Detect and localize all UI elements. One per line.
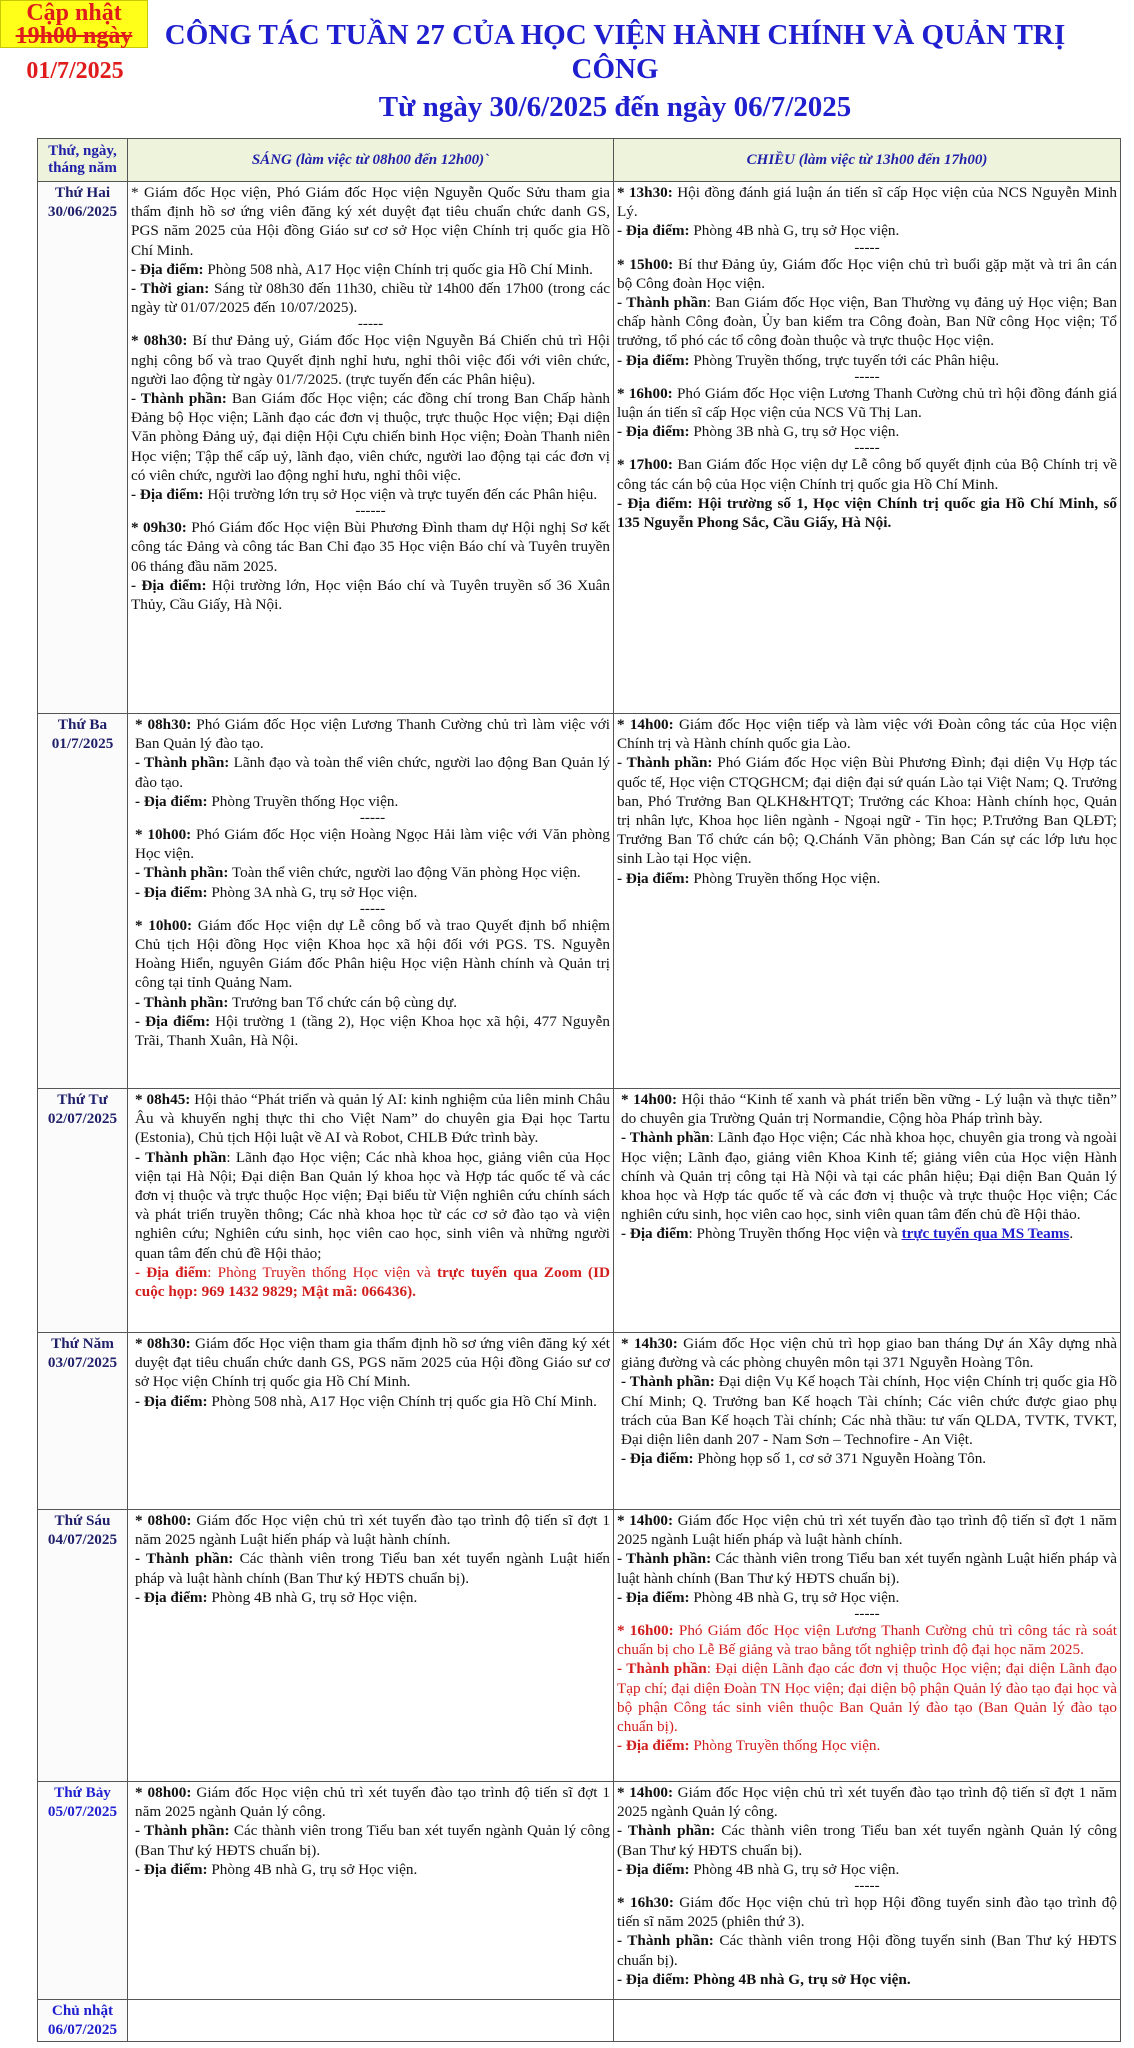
event-place: - Địa điểm: Phòng Truyền thống Học viện và trực tuyến qua Zoom (ID cuộc họp: 969 1432 9829; Mật mã: 066436). <box>135 1263 610 1301</box>
event-place: - Địa điểm: Phòng Truyền thống Học viện và trực tuyến qua MS Teams. <box>621 1225 1074 1243</box>
afternoon-cell <box>614 2000 1121 2042</box>
event-participants: - Thành phần: Đại diện Lãnh đạo các đơn vị thuộc Học viện; đại diện Lãnh đạo Tạp chí; đại diện Đoàn TN Học viện; đại diện bộ phận Quản lý đào tạo đại học và bộ phận Công tác sinh viên thuộc Ban Quản lý đào tạo (Ban Quản lý đào tạo chuẩn bị). <box>617 1660 1118 1736</box>
afternoon-cell <box>614 1089 1121 1333</box>
page-subtitle: Từ ngày 30/6/2025 đến ngày 06/7/2025 <box>378 91 852 123</box>
event-place: - Địa điểm: Phòng 4B nhà G, trụ sở Học viện. <box>617 222 900 240</box>
event-place: - Địa điểm: Phòng 3A nhà G, trụ sở Học viện. <box>135 883 418 901</box>
event-place: - Địa điểm: Phòng 4B nhà G, trụ sở Học viện. <box>617 1970 911 1988</box>
event-place: - Địa điểm: Phòng 4B nhà G, trụ sở Học viện. <box>617 1860 900 1878</box>
event-text: * 14h00: Giám đốc Học viện tiếp và làm việc với Đoàn công tác của Học viện Chính trị và Hành chính quốc gia Lào. <box>617 716 1117 753</box>
column-header-afternoon: CHIỀU (làm việc từ 13h00 đến 17h00) <box>614 139 1121 182</box>
event-text: * 10h00: Phó Giám đốc Học viện Hoàng Ngọc Hải làm việc với Văn phòng Học viện. <box>135 826 610 863</box>
table-row <box>38 1782 1121 2000</box>
event-participants: - Thành phần: Các thành viên trong Tiểu ban xét tuyển ngành Luật hiến pháp và luật hành chính (Ban Thư ký HĐTS chuẩn bị). <box>135 1550 610 1587</box>
event-participants: - Thành phần: Ban Giám đốc Học viện; các đồng chí trong Ban Chấp hành Đảng bộ Học viện; Lãnh đạo các đơn vị thuộc, trực thuộc Học viện; Đại diện Văn phòng Đảng uỷ, đại diện Hội Cựu chiến binh Học viện; Đoàn Thanh niên Học viện; Tập thể cấp uỷ, lãnh đạo, viên chức, người lao động tại các đơn vị có viên chức, người lao động nghỉ hưu, nghỉ thôi việc. <box>131 390 611 484</box>
event-text: * 08h00: Giám đốc Học viện chủ trì xét tuyển đào tạo trình độ tiến sĩ đợt 1 năm 2025 ngành Quản lý công. <box>135 1784 610 1821</box>
table-row <box>38 1510 1121 1782</box>
event-place: - Địa điểm: Phòng họp số 1, cơ sở 371 Nguyễn Hoàng Tôn. <box>621 1450 987 1468</box>
day-date: 02/07/2025 <box>47 1110 118 1128</box>
event-place: - Địa điểm: Phòng 508 nhà, A17 Học viện Chính trị quốc gia Hồ Chí Minh. <box>135 1392 597 1410</box>
morning-cell <box>128 1333 614 1510</box>
day-date: 06/07/2025 <box>47 2021 118 2039</box>
event-participants: - Thành phần: Toàn thể viên chức, người lao động Văn phòng Học viện. <box>135 864 581 882</box>
morning-cell <box>128 1089 614 1333</box>
event-text: * 14h00: Hội thảo “Kinh tế xanh và phát triển bền vững - Lý luận và thực tiễn” do chuyên gia Trường Quản trị Normandie, Cộng hòa Pháp trình bày. <box>621 1091 1117 1128</box>
event-text: * 08h30: Phó Giám đốc Học viện Lương Thanh Cường chủ trì làm việc với Ban Quản lý đào tạo. <box>135 716 610 753</box>
page-title: CÔNG TÁC TUẦN 27 CỦA HỌC VIỆN HÀNH CHÍNH VÀ QUẢN TRỊ CÔNG <box>164 19 1066 85</box>
event-text: * Giám đốc Học viện, Phó Giám đốc Học viện Nguyễn Quốc Sửu tham gia thẩm định hồ sơ ứng viên đăng ký xét duyệt đạt tiêu chuẩn chức danh GS, PGS năm 2025 của Hội đồng Giáo sư cơ sở Học viện Chính trị quốc gia Hồ Chí Minh. <box>131 184 610 259</box>
day-date: 01/7/2025 <box>51 735 114 753</box>
separator: ----- <box>854 1605 880 1623</box>
day-name: Thứ Tư <box>57 1091 108 1108</box>
day-name: Thứ Sáu <box>54 1512 111 1529</box>
day-cell <box>38 1333 128 1510</box>
event-place: - Địa điểm: Phòng 3B nhà G, trụ sở Học viện. <box>617 423 900 441</box>
event-place: - Địa điểm: Phòng 4B nhà G, trụ sở Học viện. <box>617 1588 900 1606</box>
update-date: 01/7/2025 <box>26 58 124 84</box>
event-place: - Địa điểm: Phòng Truyền thống Học viện. <box>135 792 399 810</box>
event-text: * 16h30: Giám đốc Học viện chủ trì họp Hội đồng tuyển sinh đào tạo trình độ tiến sĩ năm 2025 (phiên thứ 3). <box>617 1894 1117 1931</box>
day-cell <box>38 1510 128 1782</box>
day-name: Thứ Năm <box>51 1335 114 1352</box>
event-place: - Địa điểm: Phòng 508 nhà, A17 Học viện Chính trị quốc gia Hồ Chí Minh. <box>131 260 593 278</box>
event-text: * 09h30: Phó Giám đốc Học viện Bùi Phương Đình tham dự Hội nghị Sơ kết công tác Đảng và công tác Ban Chỉ đạo 35 Học viện Báo chí và Tuyên truyền 06 tháng đầu năm 2025. <box>131 519 610 575</box>
afternoon-cell <box>614 714 1121 1089</box>
event-text: * 16h00: Phó Giám đốc Học viện Lương Thanh Cường chủ trì hội đồng đánh giá luận án tiến sĩ cấp Học viện của NCS Vũ Thị Lan. <box>617 384 1117 422</box>
event-participants: - Thành phần: Lãnh đạo Học viện; Các nhà khoa học, chuyên gia trong và ngoài Học viện; Lãnh đạo, giảng viên Khoa Kinh tế; giảng viên của Học viện Hành chính và Quản trị công tại Hà Nội và tại các phân hiệu; Đại diện Ban Quản lý khoa học và Hợp tác quốc tế và các đơn vị thuộc và trực thuộc Học viện; Các nghiên cứu sinh, học viên cao học, sinh viên quan tâm đến chủ đề Hội thảo. <box>621 1129 1118 1224</box>
event-participants: - Thành phần: Các thành viên trong Tiểu ban xét tuyển ngành Quản lý công (Ban Thư ký HĐTS chuẩn bị). <box>135 1822 611 1859</box>
day-name: Thứ Ba <box>57 716 108 733</box>
afternoon-cell <box>614 182 1121 714</box>
separator: ----- <box>359 809 386 827</box>
morning-cell <box>128 714 614 1089</box>
separator: ----- <box>357 315 384 333</box>
separator: ----- <box>359 899 386 917</box>
event-time: - Thời gian: Sáng từ 08h30 đến 11h30, chiều từ 14h00 đến 17h00 (trong các ngày từ 01/07/2025 đến 10/07/2025). <box>131 280 610 317</box>
column-header-day: Thứ, ngày, tháng năm <box>38 139 128 182</box>
event-text: * 08h30: Giám đốc Học viện tham gia thẩm định hồ sơ ứng viên đăng ký xét duyệt đạt tiêu chuẩn chức danh GS, PGS năm 2025 của Hội đồng Giáo sư cơ sở Học viện Chính trị quốc gia Hồ Chí Minh. <box>135 1335 610 1391</box>
separator: ----- <box>854 439 880 457</box>
table-row <box>38 1333 1121 1510</box>
morning-cell <box>128 1510 614 1782</box>
day-name: Thứ Hai <box>54 184 111 201</box>
separator: ----- <box>854 238 880 256</box>
column-header-morning: SÁNG (làm việc từ 08h00 đến 12h00)` <box>128 139 614 182</box>
event-place: - Địa điểm: Hội trường số 1, Học viện Chính trị quốc gia Hồ Chí Minh, số 135 Nguyễn Phong Sắc, Cầu Giấy, Hà Nội. <box>617 494 1117 532</box>
event-place: - Địa điểm: Hội trường lớn, Học viện Báo chí và Tuyên truyền số 36 Xuân Thủy, Cầu Giấy, Hà Nội. <box>131 576 610 614</box>
day-name: Thứ Bảy <box>54 1784 111 1801</box>
event-place: - Địa điểm: Phòng Truyền thống Học viện. <box>617 1737 881 1755</box>
day-cell <box>38 2000 128 2042</box>
separator: ------ <box>355 502 386 520</box>
event-participants: - Thành phần: Trưởng ban Tổ chức cán bộ cùng dự. <box>135 993 458 1011</box>
table-row <box>38 182 1121 714</box>
update-label: Cập nhật <box>0 0 148 48</box>
separator: ----- <box>854 367 880 385</box>
separator: ----- <box>854 1877 880 1895</box>
afternoon-cell <box>614 1510 1121 1782</box>
event-text: * 08h45: Hội thảo “Phát triển và quản lý AI: kinh nghiệm của liên minh Châu Âu và khuyến nghị thực thi cho Việt Nam” do chuyên gia Đại học Tartu (Estonia), Chủ tịch Hội luật về AI và Robot, CHLB Đức trình bày. <box>135 1091 610 1147</box>
event-participants: - Thành phần: Các thành viên trong Hội đồng tuyển sinh (Ban Thư ký HĐTS chuẩn bị). <box>617 1932 1117 1969</box>
morning-cell <box>128 182 614 714</box>
event-text: * 14h00: Giám đốc Học viện chủ trì xét tuyển đào tạo trình độ tiến sĩ đợt 1 năm 2025 ngành Quản lý công. <box>617 1784 1117 1821</box>
event-text: * 13h30: Hội đồng đánh giá luận án tiến sĩ cấp Học viện của NCS Nguyễn Minh Lý. <box>617 184 1117 221</box>
afternoon-cell <box>614 1782 1121 2000</box>
table-row <box>38 714 1121 1089</box>
event-text: * 15h00: Bí thư Đảng ủy, Giám đốc Học viện chủ trì buổi gặp mặt và tri ân cán bộ Công đoàn Học viện. <box>617 255 1118 292</box>
day-cell <box>38 1089 128 1333</box>
day-date: 05/07/2025 <box>47 1803 118 1821</box>
day-cell <box>38 1782 128 2000</box>
header-row <box>38 139 1121 182</box>
morning-cell <box>128 2000 614 2042</box>
event-text: * 14h00: Giám đốc Học viện chủ trì xét tuyển đào tạo trình độ tiến sĩ đợt 1 năm 2025 ngành Luật hiến pháp và luật hành chính. <box>617 1512 1117 1549</box>
schedule-table <box>37 138 1121 2042</box>
day-date: 03/07/2025 <box>47 1354 118 1372</box>
event-place: - Địa điểm: Phòng Truyền thống, trực tuyến tới các Phân hiệu. <box>617 351 999 369</box>
morning-cell <box>128 1782 614 2000</box>
event-text: * 16h00: Phó Giám đốc Học viện Lương Thanh Cường chủ trì công tác rà soát chuẩn bị cho Lễ Bế giảng và trao bằng tốt nghiệp trình độ đại học năm 2025. <box>617 1622 1118 1659</box>
event-place: - Địa điểm: Phòng Truyền thống Học viện. <box>617 869 881 887</box>
event-participants: - Thành phần: Phó Giám đốc Học viện Bùi Phương Đình; đại diện Vụ Hợp tác quốc tế, Học viện CTQGHCM; đại diện đại sứ quán Lào tại Việt Nam; Q. Trưởng ban, Phó Trưởng Ban QLKH&HTQT; Trưởng các Khoa: Hành chính học, Quản trị nhân lực, Khoa học liên ngành - Ngoại ngữ - Tin học; P.Trưởng Ban QLĐT; Trưởng Ban Tổ chức cán bộ; Q.Chánh Văn phòng; Ban Cán sự các lớp lưu học sinh Lào tại Học viện. <box>617 754 1117 868</box>
event-text: * 08h00: Giám đốc Học viện chủ trì xét tuyển đào tạo trình độ tiến sĩ đợt 1 năm 2025 ngành Luật hiến pháp và luật hành chính. <box>135 1512 610 1549</box>
update-time: 19h00 ngày <box>15 23 133 49</box>
event-text: * 10h00: Giám đốc Học viện dự Lễ công bố và trao Quyết định bổ nhiệm Chủ tịch Hội đồng Học viện Khoa học xã hội đối với PGS. TS. Nguyễn Hoàng Hiển, nguyên Giám đốc Phân hiệu Học viện Hành chính và Quản trị công tại tỉnh Quảng Nam. <box>135 916 610 992</box>
event-participants: - Thành phần: Lãnh đạo Học viện; Các nhà khoa học, giảng viên của Học viện tại Hà Nội; Đại diện Ban Quản lý khoa học và Hợp tác quốc tế và các đơn vị thuộc và trực thuộc Học viện; Đại biểu từ Viện nghiên cứu chính sách và phát triển truyền thông; Các nhà khoa học từ các cơ sở đào tạo và viện nghiên cứu; Nghiên cứu sinh, học viên cao học, sinh viên và những người quan tâm đến chủ đề Hội thảo; <box>135 1148 610 1262</box>
event-participants: - Thành phần: Lãnh đạo và toàn thể viên chức, người lao động Ban Quản lý đào tạo. <box>135 754 610 791</box>
event-text: * 14h30: Giám đốc Học viện chủ trì họp giao ban tháng Dự án Xây dựng nhà giảng đường và các phòng chuyên môn tại 371 Nguyễn Hoàng Tôn. <box>621 1335 1117 1372</box>
table-row <box>38 2000 1121 2042</box>
day-name: Chủ nhật <box>51 2002 114 2019</box>
event-place: - Địa điểm: Hội trường lớn trụ sở Học viện và trực tuyến đến các Phân hiệu. <box>131 486 598 504</box>
afternoon-cell <box>614 1333 1121 1510</box>
table-row <box>38 1089 1121 1333</box>
day-cell <box>38 182 128 714</box>
event-text: * 08h30: Bí thư Đảng uỷ, Giám đốc Học viện Nguyễn Bá Chiến chủ trì Hội nghị công bố và trao Quyết định nghỉ hưu, nghỉ thôi việc đối với viên chức, người lao động từ ngày 01/7/2025. (trực tuyến đến các Phân hiệu). <box>131 332 610 388</box>
event-place: - Địa điểm: Phòng 4B nhà G, trụ sở Học viện. <box>135 1588 418 1606</box>
event-place: - Địa điểm: Hội trường 1 (tầng 2), Học viện Khoa học xã hội, 477 Nguyễn Trãi, Thanh Xuân, Hà Nội. <box>135 1012 610 1050</box>
event-participants: - Thành phần: Các thành viên trong Tiểu ban xét tuyển ngành Quản lý công (Ban Thư ký HĐTS chuẩn bị). <box>617 1822 1117 1859</box>
event-participants: - Thành phần: Đại diện Vụ Kế hoạch Tài chính, Học viện Chính trị quốc gia Hồ Chí Minh; Q. Trưởng ban Kế hoạch Tài chính; Các viên chức được giao phụ trách của Ban Kế hoạch Tài chính; Các nhà thầu: tư vấn QLDA, TVTK, TVKT, Đại diện liên danh 207 - Nam Sơn – Technofire - An Việt. <box>621 1373 1117 1449</box>
event-participants: - Thành phần: Các thành viên trong Tiểu ban xét tuyển ngành Luật hiến pháp và luật hành chính (Ban Thư ký HĐTS chuẩn bị). <box>617 1550 1117 1587</box>
event-participants: - Thành phần: Ban Giám đốc Học viện, Ban Thường vụ đảng uỷ Học viện; Ban chấp hành Công đoàn, Ủy ban kiểm tra Công đoàn, Ban Nữ công Học viện; Tổ trưởng, tổ phó các tổ công đoàn thuộc và trực thuộc Học viện. <box>617 294 1118 350</box>
day-cell <box>38 714 128 1089</box>
event-place: - Địa điểm: Phòng 4B nhà G, trụ sở Học viện. <box>135 1860 418 1878</box>
day-date: 04/07/2025 <box>47 1531 118 1549</box>
ms-teams-link[interactable]: trực tuyến qua MS Teams <box>901 1225 1070 1243</box>
day-date: 30/06/2025 <box>47 203 118 221</box>
event-text: * 17h00: Ban Giám đốc Học viện dự Lễ công bố quyết định của Bộ Chính trị về công tác cán bộ của Học viện Chính trị quốc gia Hồ Chí Minh. <box>617 456 1117 493</box>
